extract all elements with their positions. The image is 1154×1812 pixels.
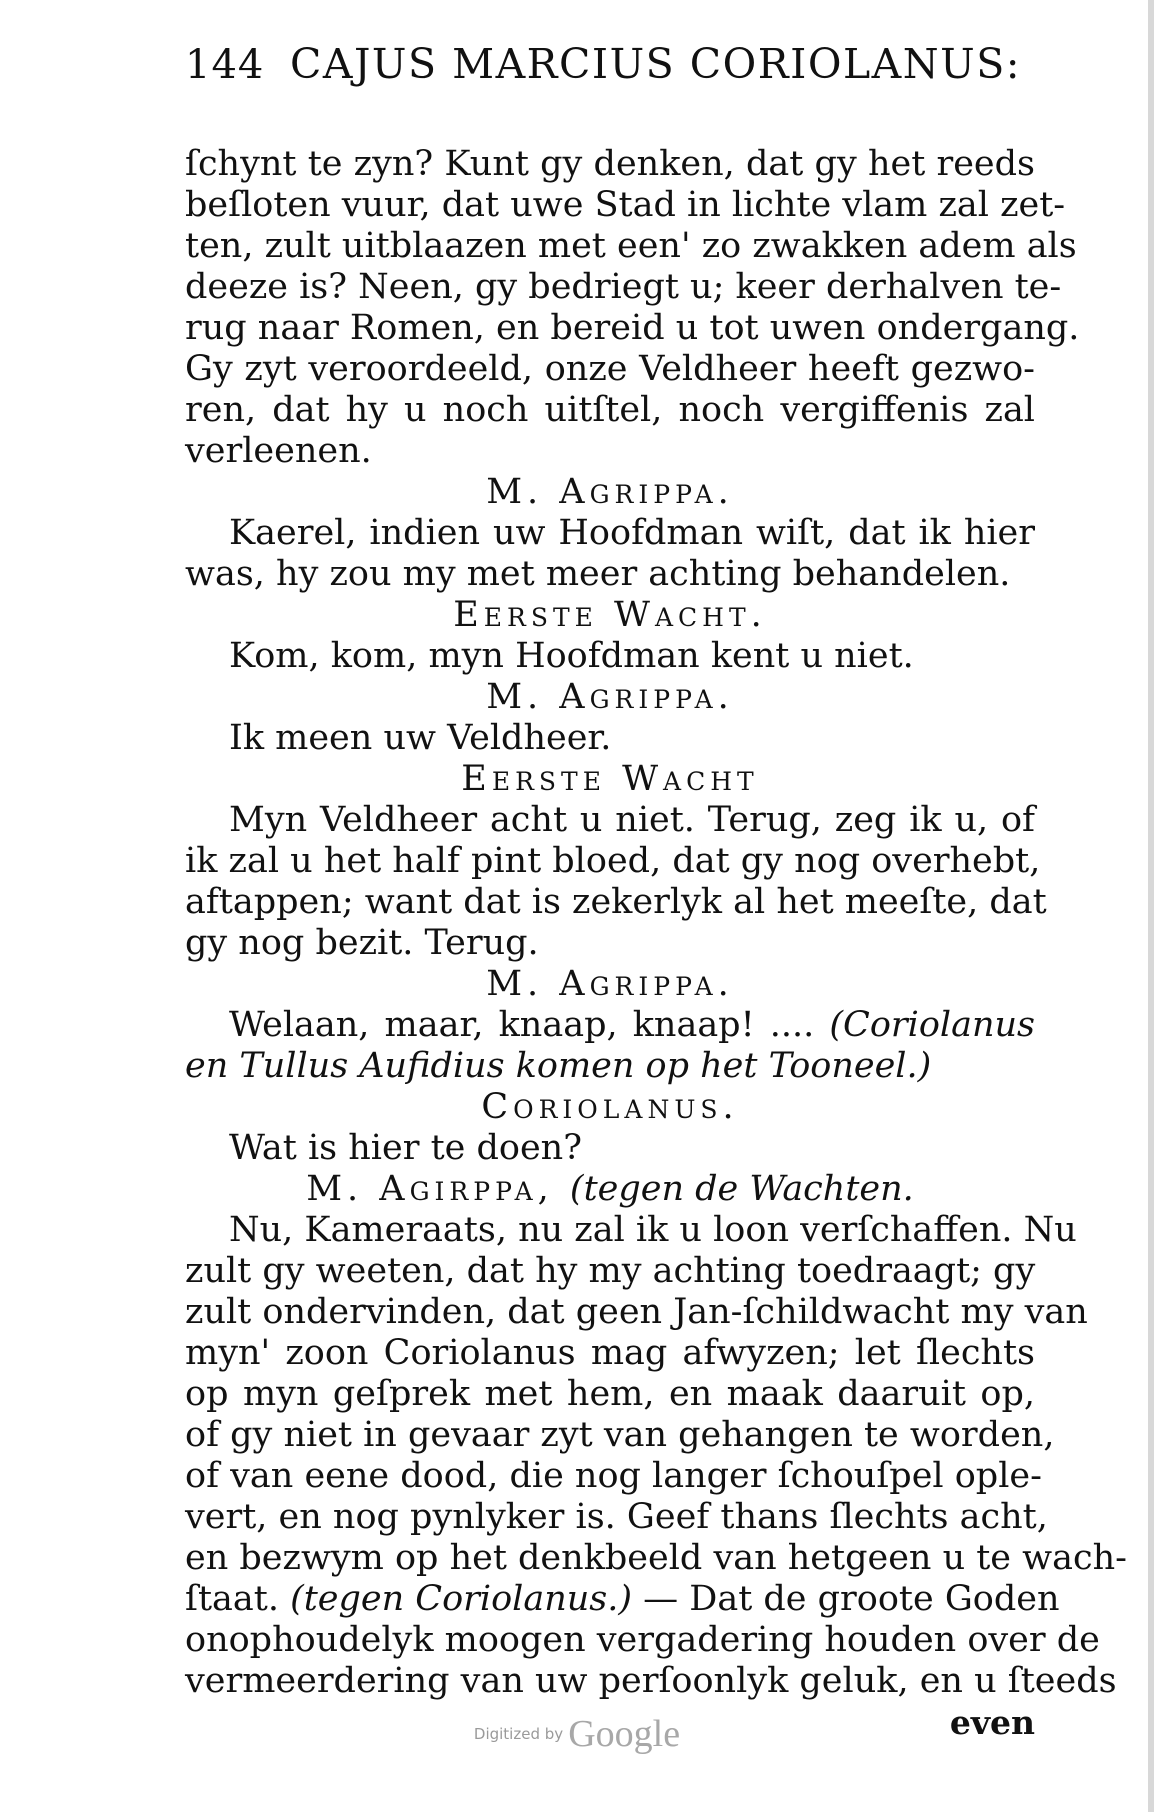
speaker-heading: Eerste Wacht. xyxy=(453,595,767,635)
text-line: gy nog bezit. Terug. xyxy=(185,923,539,963)
text-line: ren, dat hy u noch uitſtel, noch vergiffenis zal xyxy=(185,390,1035,430)
text-line: Wat is hier te doen? xyxy=(229,1128,582,1168)
text-line xyxy=(185,1579,1060,1620)
text-line: Kaerel, indien uw Hoofdman wiſt, dat ik hier xyxy=(229,513,1035,553)
text-line: rug naar Romen, en bereid u tot uwen ondergang. xyxy=(185,308,1080,348)
speaker-heading-with-direction xyxy=(185,1169,1035,1210)
stage-direction: (tegen Coriolanus.) xyxy=(290,1579,633,1619)
paragraph-2 xyxy=(185,513,1035,595)
text-line: of van eene dood, die nog langer ſchouſpel ople- xyxy=(185,1456,1042,1496)
text-line: ik zal u het half pint bloed, dat gy nog overhebt, xyxy=(185,841,1041,881)
text-line: onophoudelyk moogen vergadering houden over de xyxy=(185,1620,1100,1660)
text-line: was, hy zou my met meer achting behandelen. xyxy=(185,554,1011,594)
text-line: ſchynt te zyn? Kunt gy denken, dat gy het reeds xyxy=(185,144,1035,184)
text-line: en bezwym op het denkbeeld van hetgeen u te wach- xyxy=(185,1538,1127,1578)
speaker-heading: M. Agrippa. xyxy=(486,472,734,512)
text-line: of gy niet in gevaar zyt van gehangen te worden, xyxy=(185,1415,1055,1455)
page-number: 144 xyxy=(185,42,265,88)
text-line: ten, zult uitblaazen met een' zo zwakken adem als xyxy=(185,226,1077,266)
speaker-heading: Eerste Wacht xyxy=(461,759,759,799)
text-line: Kom, kom, myn Hoofdman kent u niet. xyxy=(229,636,914,676)
text-line: aftappen; want dat is zekerlyk al het meeſte, dat xyxy=(185,882,1047,922)
speaker-name: M. Agirppa, xyxy=(306,1169,554,1209)
text-line: zult ondervinden, dat geen Jan-ſchildwacht my van xyxy=(185,1292,1088,1332)
text-line: Myn Veldheer acht u niet. Terug, zeg ik u, of xyxy=(229,800,1035,840)
running-title: CAJUS MARCIUS CORIOLANUS: xyxy=(290,40,1022,88)
digitized-by-label: Digitized by xyxy=(473,1725,564,1743)
paragraph-5 xyxy=(185,800,1047,964)
stage-direction: (Coriolanus xyxy=(829,1005,1035,1045)
speaker-heading: M. Agrippa. xyxy=(486,964,734,1004)
speech-text: ſtaat. xyxy=(185,1579,291,1619)
text-line: vermeerdering van uw perſoonlyk geluk, en u ſteeds xyxy=(185,1661,1117,1701)
text-line: verleenen. xyxy=(185,431,372,471)
digitization-footer xyxy=(0,1712,1154,1756)
text-line: zult gy weeten, dat hy my achting toedraagt; gy xyxy=(185,1251,1036,1291)
book-page xyxy=(185,40,1127,1743)
page-edge xyxy=(1148,0,1154,1812)
speaker-heading: Coriolanus. xyxy=(481,1087,739,1127)
paragraph-6 xyxy=(185,1005,1035,1087)
speech-text: Welaan, maar, knaap, knaap! .... xyxy=(229,1005,830,1045)
stage-direction: en Tullus Aufidius komen op het Tooneel.) xyxy=(185,1046,932,1086)
speaker-heading: M. Agrippa. xyxy=(486,677,734,717)
page-header xyxy=(185,40,1035,110)
text-line: deeze is? Neen, gy bedriegt u; keer derhalven te- xyxy=(185,267,1062,307)
catchword: even xyxy=(949,1703,1035,1742)
text-line xyxy=(185,1005,1035,1046)
page-text xyxy=(185,144,1127,1743)
text-line: beſloten vuur, dat uwe Stad in lichte vlam zal zet- xyxy=(185,185,1066,225)
text-line: Gy zyt veroordeeld, onze Veldheer heeft gezwo- xyxy=(185,349,1035,389)
text-line: Nu, Kameraats, nu zal ik u loon verſchaffen. Nu xyxy=(229,1210,1077,1250)
paragraph-8 xyxy=(185,1210,1127,1702)
text-line xyxy=(185,1046,1035,1087)
text-line: Ik meen uw Veldheer. xyxy=(229,718,612,758)
paragraph-1 xyxy=(185,144,1080,472)
text-line: vert, en nog pynlyker is. Geef thans ſlechts acht, xyxy=(185,1497,1048,1537)
text-line: op myn geſprek met hem, en maak daaruit op, xyxy=(185,1374,1035,1414)
stage-direction: (tegen de Wachten. xyxy=(569,1169,914,1209)
speech-text: — Dat de groote Goden xyxy=(632,1579,1060,1619)
google-logo: Google xyxy=(568,1713,681,1755)
text-line: myn' zoon Coriolanus mag afwyzen; let ſlechts xyxy=(185,1333,1035,1373)
